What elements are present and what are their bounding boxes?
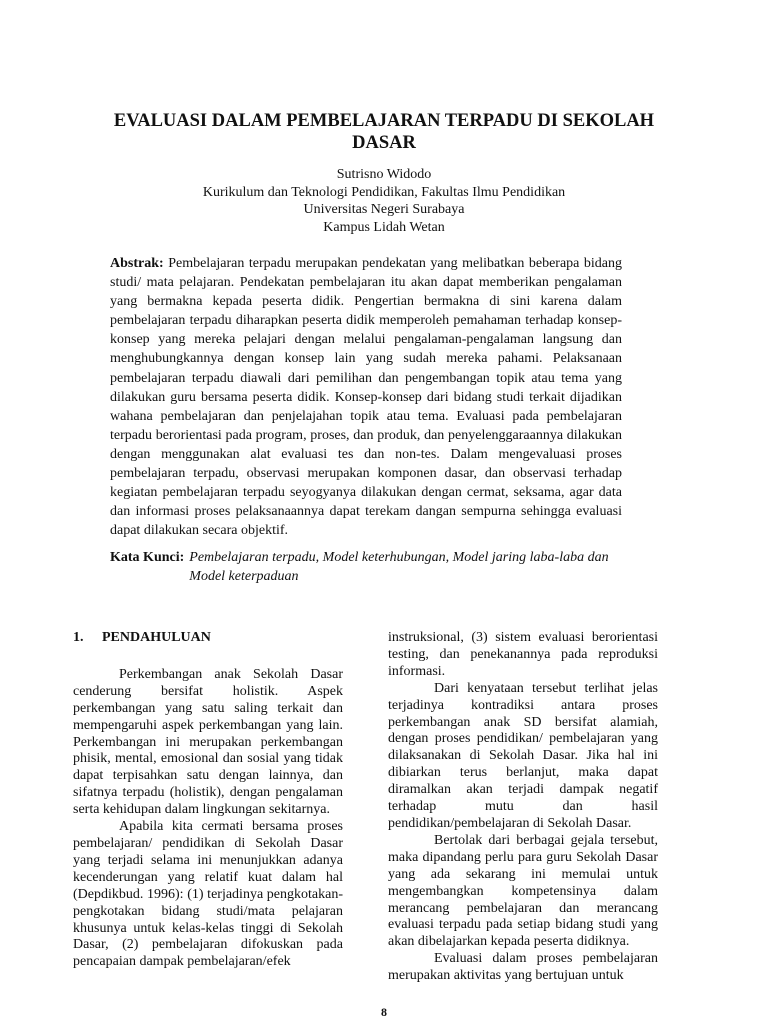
left-column	[73, 630, 343, 971]
author-affiliation-campus: Kampus Lidah Wetan	[323, 219, 445, 235]
page-number: 8	[381, 1005, 387, 1019]
author-name: Sutrisno Widodo	[336, 167, 432, 182]
body-paragraph: Evaluasi dalam proses pembelajaran merupakan aktivitas yang bertujuan untuk	[388, 951, 658, 984]
body-paragraph: Bertolak dari berbagai gejala tersebut, maka dipandang perlu para guru Sekolah Dasar yang ada sekarang ini memulai untuk mengembangkan kompetensinya dalam merancang pembelajaran dan merancang evaluasi terpadu pada setiap bidang studi yang akan dibelajarkan kepada peserta didiknya.	[388, 832, 658, 950]
paper-title: EVALUASI DALAM PEMBELAJARAN TERPADU DI SEKOLAH DASAR	[113, 111, 655, 153]
body-paragraph: Apabila kita cermati bersama proses pembelajaran/ pendidikan di Sekolah Dasar yang terjadi selama ini menunjukkan adanya kecenderungan yang relatif kuat dalam hal (Depdikbud. 1996): (1) terjadinya pengkotakan-pengkotakan bidang studi/mata pelajaran khusunya untuk kelas-kelas tinggi di Sekolah Dasar, (2) pembelajaran difokuskan pada pencapaian dampak pembelajaran/efek	[73, 819, 343, 970]
body-paragraph: Perkembangan anak Sekolah Dasar cenderung bersifat holistik. Aspek perkembangan yang satu saling terkait dan mempengaruhi aspek perkembangan yang lain. Perkembangan ini merupakan perkembangan phisik, mental, emosional dan sosial yang tidak dapat terpisahkan satu dengan lainnya, dan sifatnya terpadu (holistik), dengan pengalaman serta kehidupan dalam lingkungan sekitarnya.	[73, 666, 343, 818]
abstract-label: Abstrak:	[110, 256, 164, 271]
author-affiliation-faculty: Kurikulum dan Teknologi Pendidikan, Fakultas Ilmu Pendidikan	[202, 184, 566, 200]
keywords	[110, 548, 622, 586]
body-paragraph: instruksional, (3) sistem evaluasi berorientasi testing, dan penekanannya pada reproduksi informasi.	[388, 630, 658, 679]
author-affiliation-university: Universitas Negeri Surabaya	[303, 202, 465, 217]
right-column	[388, 630, 658, 985]
abstract-text: Pembelajaran terpadu merupakan pendekatan yang melibatkan beberapa bidang studi/ mata pelajaran. Pendekatan pembelajaran itu akan dapat memberikan pengalaman yang bermakna kepada peserta didik. Pengertian bermakna di sini karena dalam pembelajaran terpadu diharapkan peserta didik memperoleh pemahaman terhadap konsep-konsep yang mereka pelajari dengan melalui pengalaman-pengalaman langsung dan menghubungkannya dengan konsep lain yang sudah mereka pahami. Pelaksanaan pembelajaran terpadu diawali dari pemilihan dan pengembangan topik atau tema yang dilakukan guru bersama peserta didik. Konsep-konsep dari bidang studi terkait dijadikan wahana pembelajaran dan penjelajahan topik atau tema. Evaluasi pada pembelajaran terpadu berorientasi pada program, proses, dan produk, dan penyelenggaraannya dilakukan dengan menggunakan alat evaluasi tes dan non-tes. Dalam mengevaluasi proses pembelajaran terpadu, observasi merupakan komponen dasar, dan observasi terhadap kegiatan pembelajaran terpadu seyogyanya dilakukan dengan cermat, seksama, agar data dan informasi proses pelaksanaannya dapat terekam dangan sempurna sehingga evaluasi dapat dilakukan secara objektif.	[110, 256, 622, 539]
abstract	[110, 254, 622, 540]
section-title: PENDAHULUAN	[102, 630, 211, 645]
body-paragraph: Dari kenyataan tersebut terlihat jelas terjadinya kontradiksi antara proses perkembangan anak SD bersifat alamiah, dengan proses pendidikan/ pembelajaran yang dilaksanakan di Sekolah Dasar. Jika hal ini dibiarkan terus berlanjut, maka dapat diramalkan akan terjadi dampak negatif terhadap mutu dan hasil pendidikan/pembelajaran di Sekolah Dasar.	[388, 680, 658, 831]
section-heading	[73, 630, 343, 647]
section-number: 1.	[73, 630, 84, 645]
keywords-text: Pembelajaran terpadu, Model keterhubungan, Model jaring laba-laba dan Model keterpaduan	[189, 550, 609, 584]
author-block	[100, 166, 668, 236]
keywords-label: Kata Kunci:	[110, 550, 185, 565]
